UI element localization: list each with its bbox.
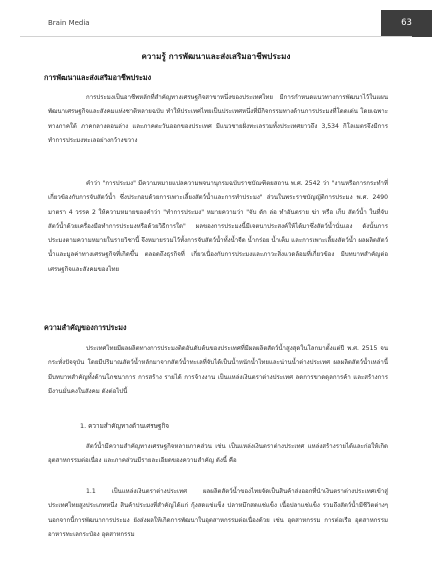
paragraph-thai-production: ประเทศไทยมีผลผลิตทางการประมงติดอันดับต้นของประเทศที่มีผลผลิตสัตว์น้ำสูงสุดในโลกมาตั้งแต่ปี พ.ศ. 2515 จนกระทั่งปัจจุบัน โดยมีปริมาณสัตว์น้ำหลักมาจากสัตว์น้ำทะเลที่จับได้เป็นน้ำหนักน้ำไทยและน่านน้ำต่างประเทศ ผลผลิตสัตว์น้ำเหล่านี้มีบทบาทสำคัญทั้งด้านโภชนาการ การสร้าง รายได้ การจ้างงาน เป็นแหล่งเงินตราต่างประเทศ ลดการขาดดุลการค้า และสร้างการมีงานมั่นคงในสังคม ดังต่อไปนี้ — [48, 345, 388, 395]
paragraph-fishery-overview: การประมงเป็นอาชีพหลักที่สำคัญทางเศรษฐกิจสาขาหนึ่งของประเทศไทย มีการกำหนดแนวทางการพัฒนาไว้ในแผนพัฒนาเศรษฐกิจและสังคมแห่งชาติหลายฉบับ ทำให้ประเทศไทยเป็นประเทศหนึ่งที่มีกิจกรรมทางด้านการประมงที่โดดเด่น โดยเฉพาะทางภาคใต้ ภาคกลางตอนล่าง และภาคตะวันออกของประเทศ มีแนวชายฝั่งทะเลรวมทั้งประเทศยาวถึง 3,534 กิโลเมตรจึงมีการทำการประมงทะเลอย่างกว้างขวาง — [48, 94, 388, 144]
page-number: 63 — [381, 10, 432, 37]
paragraph-fishery-definition: คำว่า "การประมง" มีความหมายแปลความพจนานุกรมฉบับราชบัณฑิตยสถาน พ.ศ. 2542 ว่า "งานหรือการกระทำที่เกี่ยวข้องกับการจับสัตว์น้ำ ซึ่งประกอบด้วยการเพาะเลี้ยงสัตว์น้ำและการทำประมง" ส่วนในพระราชบัญญัติการประมง พ.ศ. 2490 มาตรา 4 วรรค 2 ให้ความหมายของคำว่า "ทำการประมง" หมายความว่า "จับ ดัก ล่อ ทำอันตราย ฆ่า หรือ เก็บ สัตว์น้ำ ในที่จับสัตว์น้ำด้วยเครื่องมือทำการประมงหรือด้วยวิธีการใด" ผลของการประมงนี้มีเจตนาประสงค์ให้ได้มาซึ่งสัตว์น้ำนั่นเอง ดังนั้นการประมงตามความหมายในรายวิชานี้ จึงหมายรวมไว้ทั้งการจับสัตว์น้ำทั้งน้ำจืด น้ำกร่อย น้ำเค็ม และการเพาะเลี้ยงสัตว์น้ำ ผลผลิตสัตว์น้ำและมูลค่าทางเศรษฐกิจที่เกิดขึ้น ตลอดถึงธุรกิจที่ เกี่ยวเนื่องกับการประมงและภาวะสิ่งแวดล้อมที่เกี่ยวข้อง มีบทบาทสำคัญต่อเศรษฐกิจและสังคมของไทย — [48, 180, 388, 273]
paragraph-foreign-currency-source: 1.1 เป็นแหล่งเงินตราต่างประเทศ ผลผลิตสัตว์น้ำของไทยจัดเป็นสินค้าส่งออกที่นำเงินตราต่างประเทศเข้าสู่ประเทศไทยสูงประเภทหนึ่ง สินค้าประมงที่สำคัญได้แก่ กุ้งสดแช่แข็ง ปลาหมึกสดแช่แข็ง เนื้อปลาแช่แข็ง รวมถึงสัตว์น้ำมีชีวิตต่างๆ นอกจากนี้การพัฒนาการประมง ยังส่งผลให้เกิดการพัฒนาในอุตสาหกรรมต่อเนื่องด้วย เช่น อุตสาหกรรม การต่อเรือ อุตสาหกรรมอาหารทะเลกระป๋อง อุตสาหกรรม — [48, 488, 388, 538]
publisher-name: Brain Media — [48, 19, 90, 27]
paragraph-economic-sectors: สัตว์น้ำมีความสำคัญทางเศรษฐกิจหลายภาคส่วน เช่น เป็นแหล่งเงินตราต่างประเทศ แหล่งสร้างรายได้และก่อให้เกิดอุตสาหกรรมต่อเนื่อง และภาคส่วนมีรายละเอียดของความสำคัญ ดังนี้ คือ — [48, 443, 388, 465]
header-divider — [20, 36, 412, 37]
section-heading-development: การพัฒนาและส่งเสริมอาชีพประมง — [44, 73, 152, 82]
document-title: ความรู้ การพัฒนาและส่งเสริมอาชีพประมง — [141, 52, 291, 61]
section-heading-importance: ความสำคัญของการประมง — [44, 323, 127, 332]
subheading-economic-importance: 1. ความสำคัญทางด้านเศรษฐกิจ — [80, 422, 170, 430]
